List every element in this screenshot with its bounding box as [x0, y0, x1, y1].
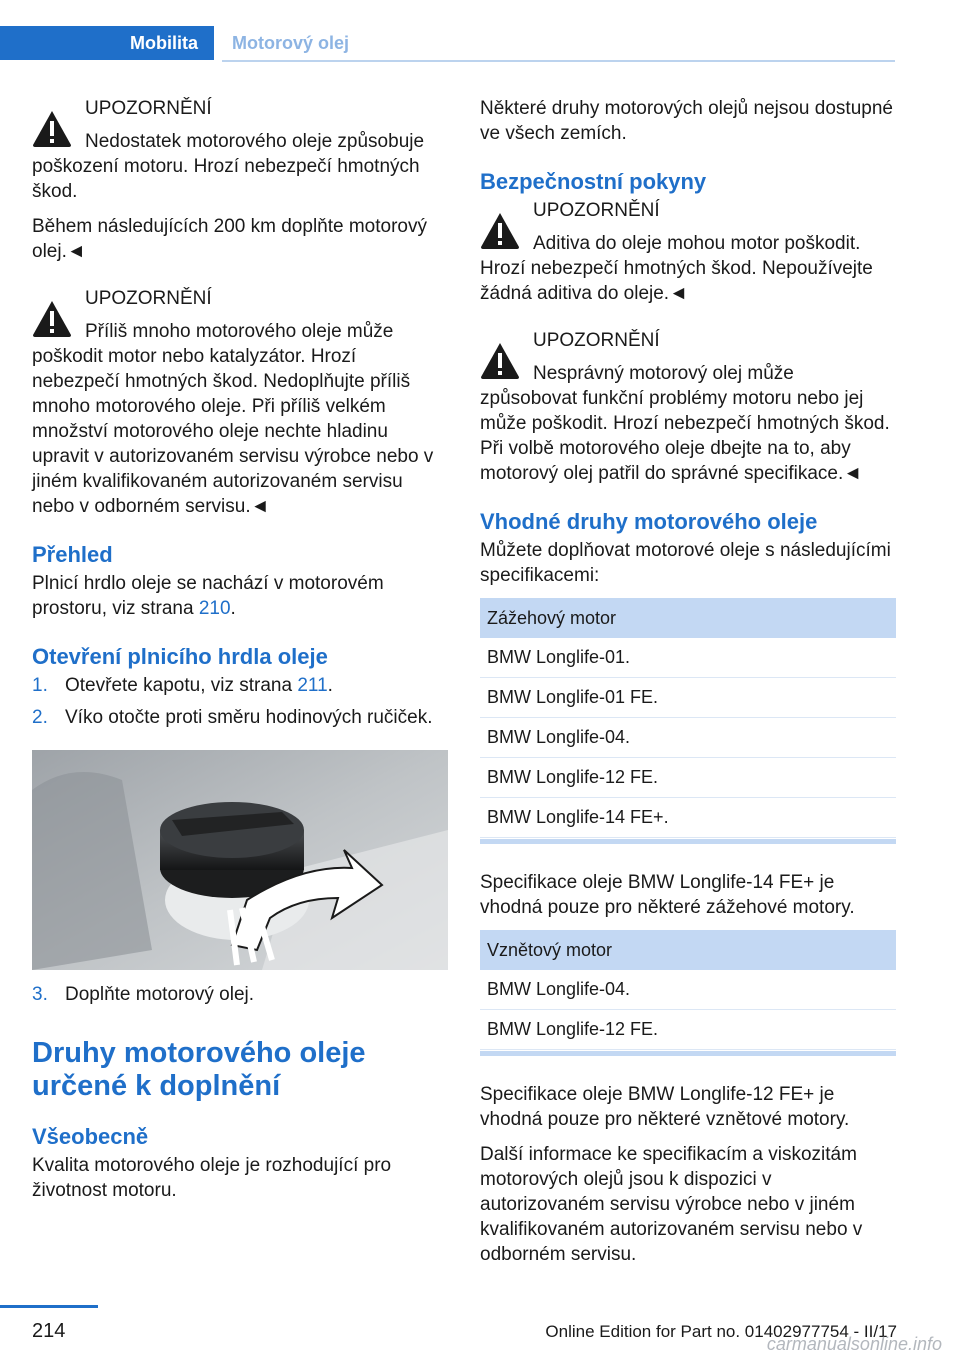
section-heading-suitable: Vhodné druhy motorového oleje — [480, 509, 818, 534]
step-text: Otevřete kapotu, viz strana — [65, 675, 298, 696]
table-row: BMW Longlife-01. — [480, 638, 896, 678]
table-row: BMW Longlife-04. — [480, 718, 896, 758]
edition-note: Online Edition for Part no. 01402977754 - II/17 — [545, 1322, 897, 1341]
general-text: Kvalita motorového oleje je rozhodující pro životnost motoru. — [32, 1155, 392, 1201]
warning-text: Nesprávný motorový olej může způsobovat funkční problémy motoru nebo jej může poškodit. Hrozí nebezpečí hmotných škod. Při volbě motorového oleje dbejte na to, aby motorový olej patřil do správné specifikace.◄ — [480, 363, 890, 484]
header-tabs — [0, 26, 367, 60]
warning-text: Aditiva do oleje mohou motor poškodit. Hrozí nebezpečí hmotných škod. Nepoužívejte žádná aditiva do oleje.◄ — [480, 233, 873, 304]
page-link[interactable]: 211 — [297, 675, 328, 696]
warning-triangle-icon — [32, 300, 72, 338]
list-item — [32, 673, 448, 698]
step-number: 2. — [32, 707, 48, 728]
header-rule — [222, 60, 895, 62]
diesel-note: Specifikace oleje BMW Longlife-12 FE+ je vhodná pouze pro některé vznětové motory. — [480, 1084, 850, 1130]
table-row: BMW Longlife-14 FE+. — [480, 798, 896, 838]
chapter-heading: Druhy motorového oleje určené k doplnění — [32, 1037, 366, 1102]
tab-mobilita[interactable]: Mobilita — [0, 26, 214, 60]
section-heading-overview: Přehled — [32, 542, 113, 567]
section-heading-general: Všeobecně — [32, 1124, 149, 1149]
more-info-text: Další informace ke specifikacím a viskozitám motorových olejů jsou k dispozici v autorizovaném servisu výrobce nebo v jiném kvalifikovaném autorizovaném servisu nebo v odborném servisu. — [480, 1144, 863, 1265]
overview-text-body: Plnicí hrdlo oleje se nachází v motorovém prostoru, viz strana — [32, 573, 384, 619]
table-row: BMW Longlife-12 FE. — [480, 1010, 896, 1050]
page-number: 214 — [32, 1320, 66, 1342]
warning-title: UPOZORNĚNÍ — [533, 330, 660, 351]
section-heading-safety: Bezpečnostní pokyny — [480, 169, 707, 194]
right-column — [480, 96, 896, 1277]
table-row: BMW Longlife-04. — [480, 970, 896, 1010]
table-row: BMW Longlife-01 FE. — [480, 678, 896, 718]
warning-box — [32, 286, 448, 519]
warning-text: Příliš mnoho motorového oleje může poškodit motor nebo katalyzátor. Hrozí nebezpečí hmotných škod. Nedoplňujte příliš mnoho motorového oleje. Při příliš velkém množství motorového oleje nechte hladinu upravit v autorizovaném servisu výrobce nebo v jiném kvalifikovaném autorizovaném servisu nebo v odborném servisu.◄ — [32, 321, 434, 517]
warning-box — [32, 96, 448, 264]
list-item — [32, 982, 448, 1007]
diesel-spec-table — [480, 930, 896, 1056]
petrol-spec-table — [480, 598, 896, 844]
petrol-note: Specifikace oleje BMW Longlife-14 FE+ je vhodná pouze pro některé zážehové motory. — [480, 872, 855, 918]
table-header: Vznětový motor — [480, 930, 896, 970]
warning-text-extra: Během následujících 200 km doplňte motorový olej.◄ — [32, 216, 427, 262]
table-header: Zážehový motor — [480, 598, 896, 638]
intro-text: Některé druhy motorových olejů nejsou dostupné ve všech zemích. — [480, 98, 893, 144]
watermark: carmanualsonline.info — [766, 1334, 942, 1354]
steps-list — [32, 982, 448, 1007]
step-number: 3. — [32, 984, 48, 1005]
table-row: BMW Longlife-12 FE. — [480, 758, 896, 798]
step-number: 1. — [32, 675, 48, 696]
warning-triangle-icon — [480, 342, 520, 380]
table-end-bar — [480, 1051, 896, 1056]
overview-text-end: . — [230, 598, 236, 619]
step-text: Doplňte motorový olej. — [65, 984, 255, 1005]
suitable-text: Můžete doplňovat motorové oleje s následujícími specifikacemi: — [480, 540, 891, 586]
warning-title: UPOZORNĚNÍ — [85, 288, 212, 309]
warning-box — [480, 198, 896, 306]
page-number-rule — [0, 1305, 98, 1308]
table-end-bar — [480, 839, 896, 844]
warning-triangle-icon — [32, 110, 72, 148]
oil-cap-photo — [32, 750, 448, 970]
step-end: . — [327, 675, 333, 696]
section-heading-opening: Otevření plnicího hrdla oleje — [32, 644, 328, 669]
warning-triangle-icon — [480, 212, 520, 250]
steps-list — [32, 673, 448, 730]
warning-text: Nedostatek motorového oleje způsobuje poškození motoru. Hrozí nebezpečí hmotných škod. — [32, 131, 425, 202]
step-text: Víko otočte proti směru hodinových ručiček. — [65, 707, 433, 728]
page-link[interactable]: 210 — [198, 598, 231, 619]
warning-box — [480, 328, 896, 486]
overview-text — [32, 571, 448, 621]
tab-motorovy-olej[interactable]: Motorový olej — [232, 33, 350, 53]
left-column — [32, 96, 448, 1213]
list-item — [32, 705, 448, 730]
warning-title: UPOZORNĚNÍ — [85, 98, 212, 119]
warning-title: UPOZORNĚNÍ — [533, 200, 660, 221]
